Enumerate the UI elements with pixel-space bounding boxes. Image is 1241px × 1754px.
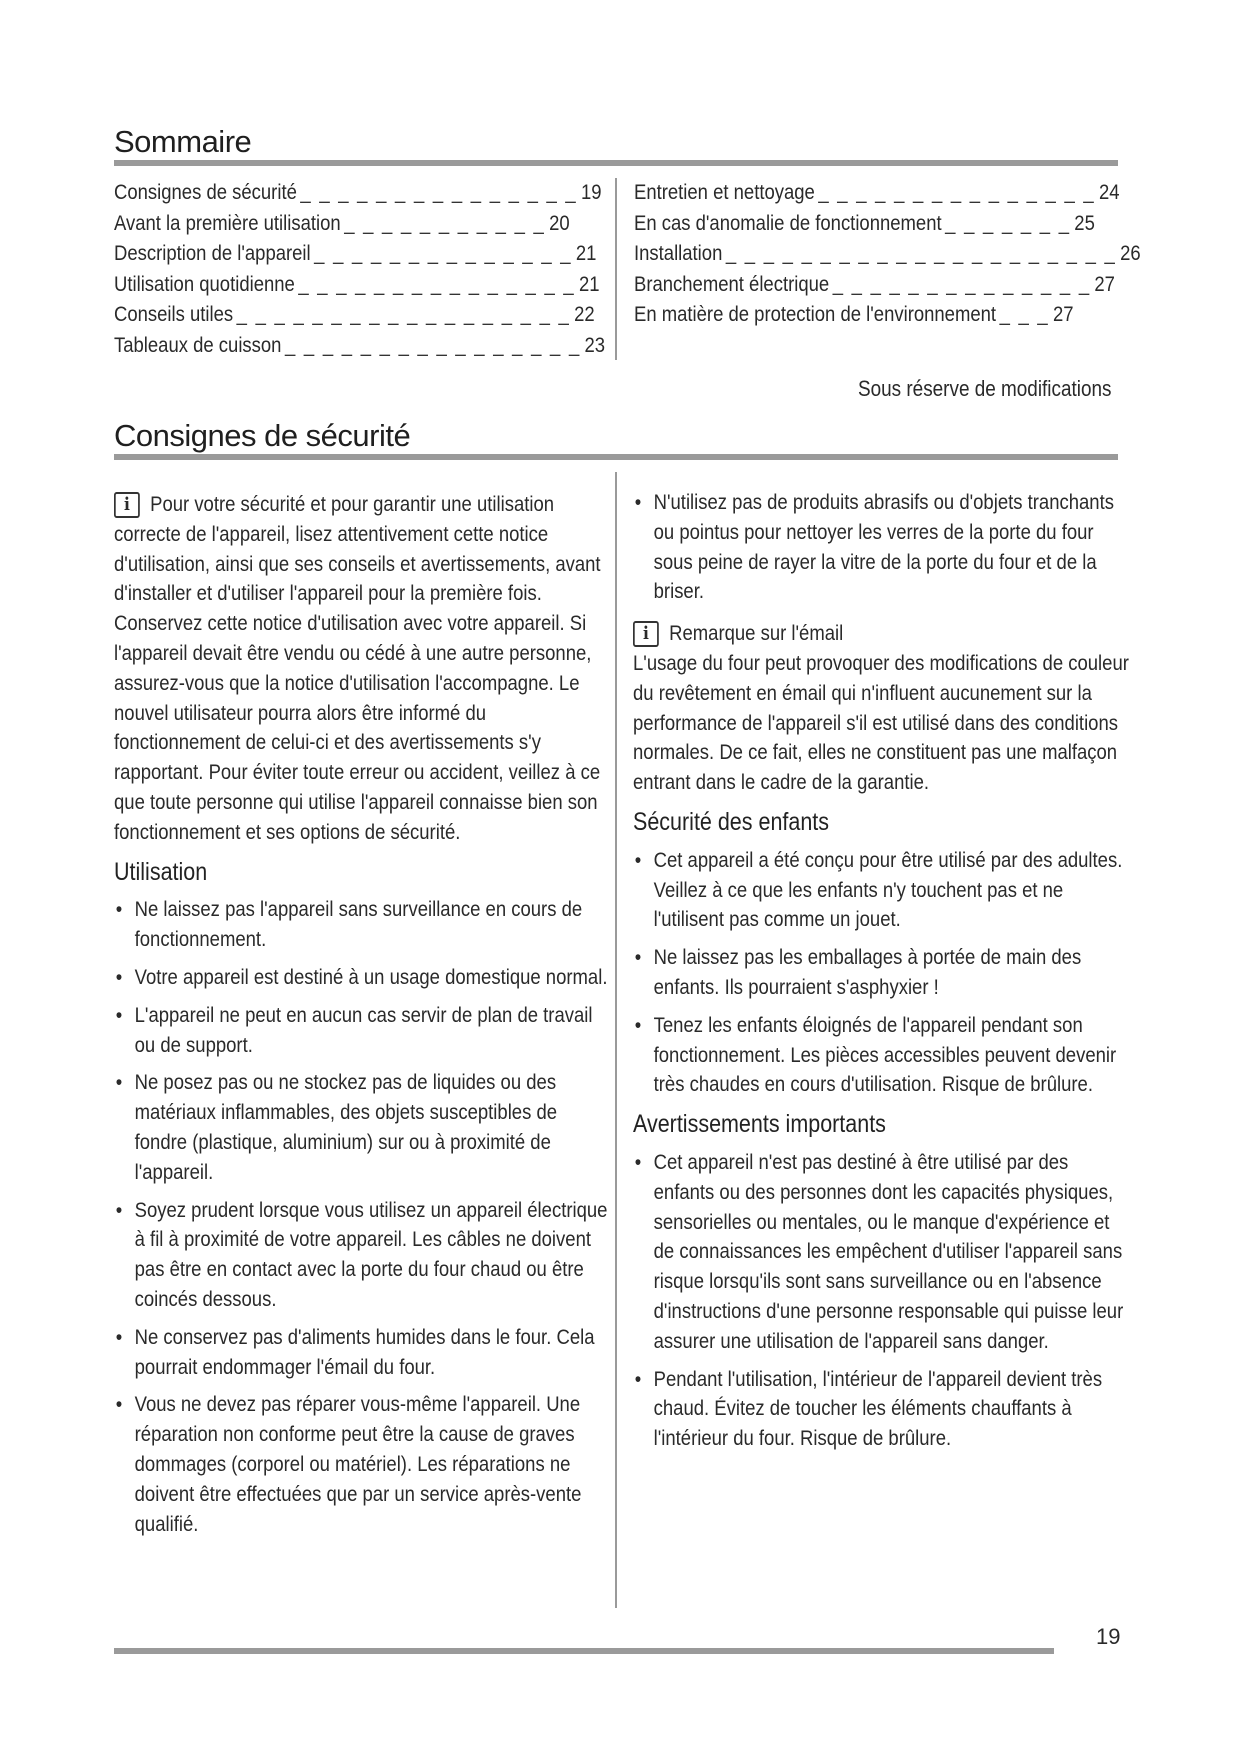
toc-entry[interactable] [114,239,597,270]
email-text: L'usage du four peut provoquer des modifications de couleur du revêtement en émail qui n'influent aucunement sur la performance de l'appareil s'il est utilisé dans des conditions normales. De ce fait, elles ne constituent pas une malfaçon entrant dans le cadre de la garantie. [633,650,1129,795]
toc-entry-label: En cas d'anomalie de fonctionnement [634,211,942,235]
info-icon: i [114,492,140,518]
list-item: • Soyez prudent lorsque vous utilisez un appareil électrique à fil à proximité de votre appareil. Les câbles ne doivent pas être en contact avec la porte du four chaud ou être coincés dessous. [114,1196,611,1315]
toc-entry-page: 22 [574,303,595,326]
toc-entry-leader: _ _ _ [999,303,1050,326]
list-item: • Ne conservez pas d'aliments humides dans le four. Cela pourrait endommager l'émail du four. [114,1323,611,1383]
toc-entry-label: Tableaux de cuisson [114,333,282,357]
toc-entry-leader: _ _ _ _ _ _ _ _ _ _ _ _ _ _ _ [818,181,1096,204]
toc-entry-page: 23 [584,333,606,357]
children-list [633,846,1130,1100]
toc-entry-page: 27 [1053,303,1074,326]
toc-entry-page: 27 [1094,272,1115,296]
toc-title-rule [114,160,1118,166]
toc-entry-leader: _ _ _ _ _ _ _ _ _ _ _ _ _ _ _ [298,272,576,296]
toc-entry-leader: _ _ _ _ _ _ _ [945,211,1071,235]
toc-entry-label: Installation [634,242,723,265]
toc-entry[interactable] [114,300,595,331]
list-item: • Ne laissez pas les emballages à portée de main des enfants. Ils pourraient s'asphyxier ! [633,943,1130,1003]
toc-entry-label: Description de l'appareil [114,242,311,265]
page-number: 19 [1096,1624,1121,1649]
toc-entry-label: Utilisation quotidienne [114,272,295,296]
toc-entry-leader: _ _ _ _ _ _ _ _ _ _ _ _ _ _ _ [300,181,578,204]
list-item: • Cet appareil n'est pas destiné à être utilisé par des enfants ou des personnes dont les capacités physiques, sensorielles ou mentales, ou le manque d'expérience et de connaissances les empêchent d'utiliser l'appareil sans risque lorsqu'ils sont sans surveillance ou en l'absence d'instructions d'une personne responsable qui puisse leur assurer une utilisation de l'appareil sans danger. [633,1148,1130,1357]
email-note [633,619,1130,798]
email-title: Remarque sur l'émail [669,621,844,646]
toc-divider [615,178,617,360]
toc-entry-page: 25 [1074,211,1095,235]
toc-entry-leader: _ _ _ _ _ _ _ _ _ _ _ _ _ _ _ _ _ _ [236,303,571,326]
usage-list [114,895,611,1539]
warnings-heading: Avertissements importants [633,1110,886,1139]
safety-title: Consignes de sécurité [114,418,411,453]
modifications-note: Sous réserve de modifications [858,376,1112,401]
list-item: • Pendant l'utilisation, l'intérieur de l'appareil devient très chaud. Évitez de toucher les éléments chauffants à l'intérieur du four. Risque de brûlure. [633,1365,1130,1454]
intro-paragraph [114,490,611,848]
list-item: • L'appareil ne peut en aucun cas servir de plan de travail ou de support. [114,1001,611,1061]
toc-entry-label: Consignes de sécurité [114,181,297,204]
toc-entry[interactable] [114,270,600,301]
toc-entry[interactable] [114,209,570,240]
toc-right-column [634,178,1141,331]
list-item: • Votre appareil est destiné à un usage domestique normal. [114,963,611,993]
toc-entry-page: 21 [578,272,600,296]
list-item: • Ne posez pas ou ne stockez pas de liquides ou des matériaux inflammables, des objets susceptibles de fondre (plastique, aluminium) sur ou à proximité de l'appareil. [114,1068,611,1187]
toc-entry-page: 20 [549,211,570,235]
toc-entry[interactable] [114,331,606,362]
left-column [114,490,692,1547]
toc-left-column [114,178,604,361]
toc-title: Sommaire [114,124,252,159]
toc-entry[interactable] [634,300,1074,331]
toc-entry[interactable] [634,178,1120,209]
toc-entry-leader: _ _ _ _ _ _ _ _ _ _ _ _ _ _ _ _ [284,333,582,357]
toc-entry[interactable] [634,209,1095,240]
toc-entry-leader: _ _ _ _ _ _ _ _ _ _ _ _ _ _ [314,242,573,265]
toc-entry-page: 26 [1120,242,1141,265]
toc-entry-label: Entretien et nettoyage [634,181,815,204]
warnings-list [633,1148,1130,1454]
toc-entry-label: Branchement électrique [634,272,830,296]
usage-heading: Utilisation [114,857,208,886]
toc-entry-label: Avant la première utilisation [114,211,341,235]
toc-entry[interactable] [634,239,1141,270]
toc-entry-page: 19 [580,181,602,204]
toc-entry-page: 21 [575,242,597,265]
toc-entry[interactable] [114,178,602,209]
intro-text: Pour votre sécurité et pour garantir une utilisation correcte de l'appareil, lisez attentivement cette notice d'utilisation, ainsi que ses conseils et avertissements, avant d'installer et d'utiliser l'appareil pour la première fois. Conservez cette notice d'utilisation avec votre appareil. Si l'appareil devait être vendu ou cédé à une autre personne, assurez-vous que la notice d'utilisation l'accompagne. Le nouvel utilisateur pourra alors être informé du fonctionnement de celui-ci et des avertissements s'y rapportant. Pour éviter toute erreur ou accident, veillez à ce que toute personne qui utilise l'appareil connaisse bien son fonctionnement et ses options de sécurité. [114,492,601,844]
list-item: • Ne laissez pas l'appareil sans surveillance en cours de fonctionnement. [114,895,611,955]
toc-entry-leader: _ _ _ _ _ _ _ _ _ _ _ _ _ _ [832,272,1091,296]
children-heading: Sécurité des enfants [633,807,830,836]
list-item: • Tenez les enfants éloignés de l'appareil pendant son fonctionnement. Les pièces accessibles peuvent devenir très chaudes en cours d'utilisation. Risque de brûlure. [633,1011,1130,1100]
list-item: • N'utilisez pas de produits abrasifs ou d'objets tranchants ou pointus pour nettoyer les verres de la porte du four sous peine de rayer la vitre de la porte du four et de la briser. [633,488,1130,607]
list-item: • Vous ne devez pas réparer vous-même l'appareil. Une réparation non conforme peut être la cause de graves dommages (corporel ou matériel). Les réparations ne doivent être effectuées que par un service après-vente qualifié. [114,1390,611,1539]
info-icon: i [633,621,659,647]
toc-entry-label: Conseils utiles [114,303,234,326]
toc-entry-label: En matière de protection de l'environnement [634,303,997,326]
toc-entry-leader: _ _ _ _ _ _ _ _ _ _ _ _ _ _ _ _ _ _ _ _ _ [725,242,1117,265]
safety-title-rule [114,454,1118,460]
toc-entry-page: 24 [1098,181,1120,204]
list-item: • Cet appareil a été conçu pour être utilisé par des adultes. Veillez à ce que les enfants n'y touchent pas et ne l'utilisent pas comme un jouet. [633,846,1130,935]
footer-rule [114,1648,1054,1654]
right-column [633,488,1211,1462]
toc-entry-leader: _ _ _ _ _ _ _ _ _ _ _ [344,211,546,235]
toc-entry[interactable] [634,270,1115,301]
